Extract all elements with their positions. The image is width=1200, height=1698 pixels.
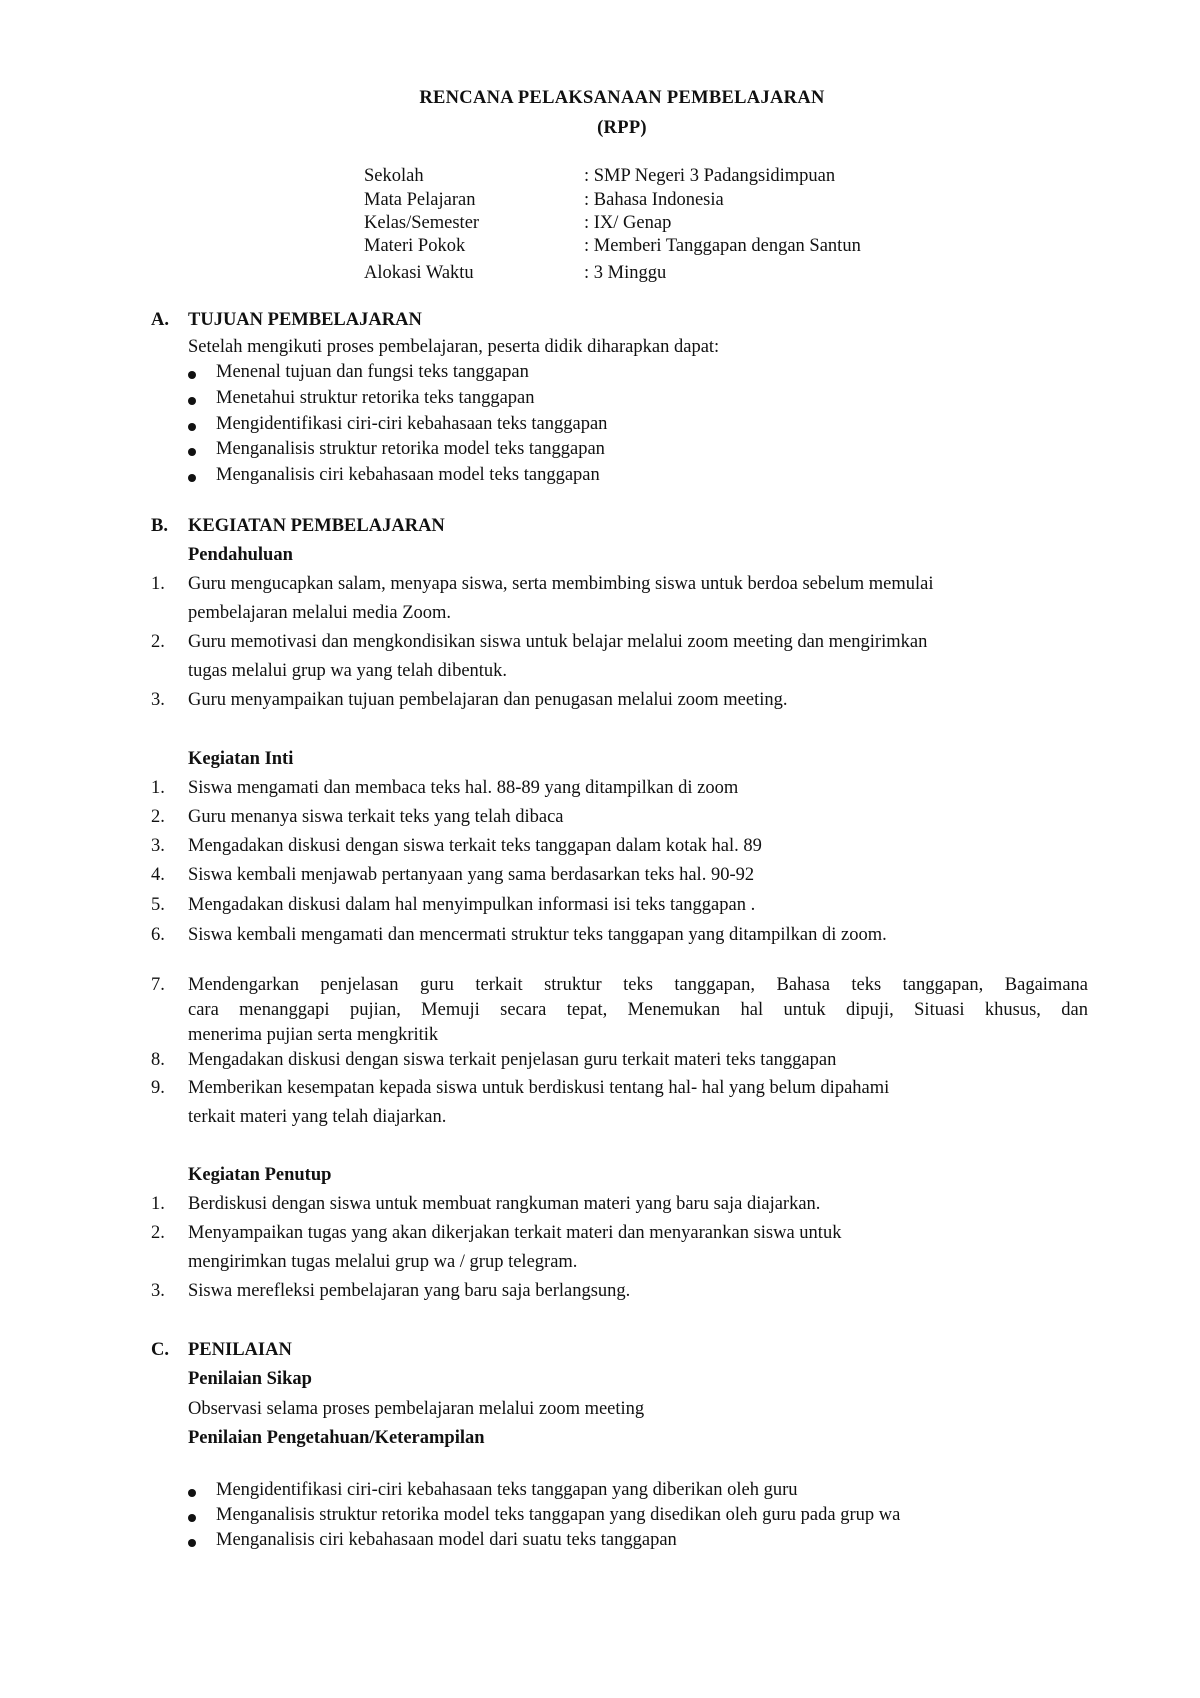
list-item-continuation: pembelajaran melalui media Zoom. — [188, 603, 452, 623]
list-number: 2. — [151, 632, 165, 652]
identity-value: : IX/ Genap — [584, 213, 672, 233]
objective-item: Menetahui struktur retorika teks tanggapan — [216, 388, 535, 408]
document-title: RENCANA PELAKSANAAN PEMBELAJARAN — [419, 88, 825, 108]
bullet-icon — [188, 397, 196, 405]
list-item: Menyampaikan tugas yang akan dikerjakan terkait materi dan menyarankan siswa untuk — [188, 1223, 842, 1243]
identity-value: : SMP Negeri 3 Padangsidimpuan — [584, 166, 836, 186]
assessment-item: Menganalisis ciri kebahasaan model dari suatu teks tanggapan — [216, 1530, 677, 1550]
identity-label: Materi Pokok — [364, 236, 466, 256]
list-item: Guru menyampaikan tujuan pembelajaran dan penugasan melalui zoom meeting. — [188, 690, 788, 710]
list-number: 8. — [151, 1050, 165, 1070]
list-number: 1. — [151, 778, 165, 798]
objective-item: Menenal tujuan dan fungsi teks tanggapan — [216, 362, 529, 382]
identity-label: Mata Pelajaran — [364, 190, 476, 210]
list-item: Siswa kembali menjawab pertanyaan yang sama berdasarkan teks hal. 90-92 — [188, 865, 755, 885]
pendahuluan-title: Pendahuluan — [188, 545, 293, 565]
list-item: Siswa mengamati dan membaca teks hal. 88-89 yang ditampilkan di zoom — [188, 778, 739, 798]
identity-value: : Memberi Tanggapan dengan Santun — [584, 236, 861, 256]
list-item: Berdiskusi dengan siswa untuk membuat rangkuman materi yang baru saja diajarkan. — [188, 1194, 821, 1214]
objective-item: Menganalisis ciri kebahasaan model teks tanggapan — [216, 465, 600, 485]
section-c-letter: C. — [151, 1340, 169, 1360]
assessment-item: Menganalisis struktur retorika model teks tanggapan yang disedikan oleh guru pada grup wa — [216, 1505, 901, 1525]
list-item: Mendengarkan penjelasan guru terkait struktur teks tanggapan, Bahasa teks tanggapan, Bagaimana — [188, 975, 1088, 995]
bullet-icon — [188, 371, 196, 379]
list-number: 1. — [151, 1194, 165, 1214]
bullet-icon — [188, 1539, 196, 1547]
identity-value: : Bahasa Indonesia — [584, 190, 724, 210]
list-item: Guru menanya siswa terkait teks yang telah dibaca — [188, 807, 564, 827]
bullet-icon — [188, 474, 196, 482]
list-number: 5. — [151, 895, 165, 915]
list-item: Memberikan kesempatan kepada siswa untuk berdiskusi tentang hal- hal yang belum dipahami — [188, 1078, 890, 1098]
identity-value: : 3 Minggu — [584, 263, 667, 283]
pengetahuan-title: Penilaian Pengetahuan/Keterampilan — [188, 1428, 485, 1448]
section-a-letter: A. — [151, 310, 169, 330]
objective-item: Mengidentifikasi ciri-ciri kebahasaan teks tanggapan — [216, 414, 608, 434]
section-a-heading: TUJUAN PEMBELAJARAN — [188, 310, 422, 330]
document-subtitle: (RPP) — [597, 118, 647, 138]
list-item: Mengadakan diskusi dengan siswa terkait penjelasan guru terkait materi teks tanggapan — [188, 1050, 837, 1070]
bullet-icon — [188, 423, 196, 431]
list-number: 9. — [151, 1078, 165, 1098]
identity-label: Alokasi Waktu — [364, 263, 474, 283]
sikap-title: Penilaian Sikap — [188, 1369, 312, 1389]
list-item: Mengadakan diskusi dengan siswa terkait teks tanggapan dalam kotak hal. 89 — [188, 836, 762, 856]
section-b-heading: KEGIATAN PEMBELAJARAN — [188, 516, 445, 536]
section-b-letter: B. — [151, 516, 168, 536]
section-c-heading: PENILAIAN — [188, 1340, 292, 1360]
bullet-icon — [188, 448, 196, 456]
list-number: 1. — [151, 574, 165, 594]
list-item-continuation: menerima pujian serta mengkritik — [188, 1025, 439, 1045]
list-number: 3. — [151, 1281, 165, 1301]
identity-label: Sekolah — [364, 166, 424, 186]
bullet-icon — [188, 1514, 196, 1522]
list-number: 2. — [151, 1223, 165, 1243]
list-item-continuation: tugas melalui grup wa yang telah dibentuk. — [188, 661, 508, 681]
sikap-text: Observasi selama proses pembelajaran melalui zoom meeting — [188, 1399, 645, 1419]
list-item: Mengadakan diskusi dalam hal menyimpulkan informasi isi teks tanggapan . — [188, 895, 756, 915]
assessment-item: Mengidentifikasi ciri-ciri kebahasaan teks tanggapan yang diberikan oleh guru — [216, 1480, 798, 1500]
list-number: 7. — [151, 975, 165, 995]
list-item: Siswa merefleksi pembelajaran yang baru saja berlangsung. — [188, 1281, 631, 1301]
list-item: Guru memotivasi dan mengkondisikan siswa untuk belajar melalui zoom meeting dan mengirimkan — [188, 632, 928, 652]
list-item: Guru mengucapkan salam, menyapa siswa, serta membimbing siswa untuk berdoa sebelum memulai — [188, 574, 934, 594]
bullet-icon — [188, 1489, 196, 1497]
list-number: 2. — [151, 807, 165, 827]
list-number: 4. — [151, 865, 165, 885]
list-item-continuation: mengirimkan tugas melalui grup wa / grup telegram. — [188, 1252, 578, 1272]
list-item: Siswa kembali mengamati dan mencermati struktur teks tanggapan yang ditampilkan di zoom. — [188, 925, 887, 945]
list-number: 6. — [151, 925, 165, 945]
list-number: 3. — [151, 836, 165, 856]
objective-item: Menganalisis struktur retorika model teks tanggapan — [216, 439, 605, 459]
list-number: 3. — [151, 690, 165, 710]
list-item-continuation: terkait materi yang telah diajarkan. — [188, 1107, 447, 1127]
penutup-title: Kegiatan Penutup — [188, 1165, 332, 1185]
inti-title: Kegiatan Inti — [188, 749, 294, 769]
identity-label: Kelas/Semester — [364, 213, 480, 233]
section-a-intro: Setelah mengikuti proses pembelajaran, peserta didik diharapkan dapat: — [188, 337, 720, 357]
list-item-continuation: cara menanggapi pujian, Memuji secara tepat, Menemukan hal untuk dipuji, Situasi khusus, dan — [188, 1000, 1088, 1020]
